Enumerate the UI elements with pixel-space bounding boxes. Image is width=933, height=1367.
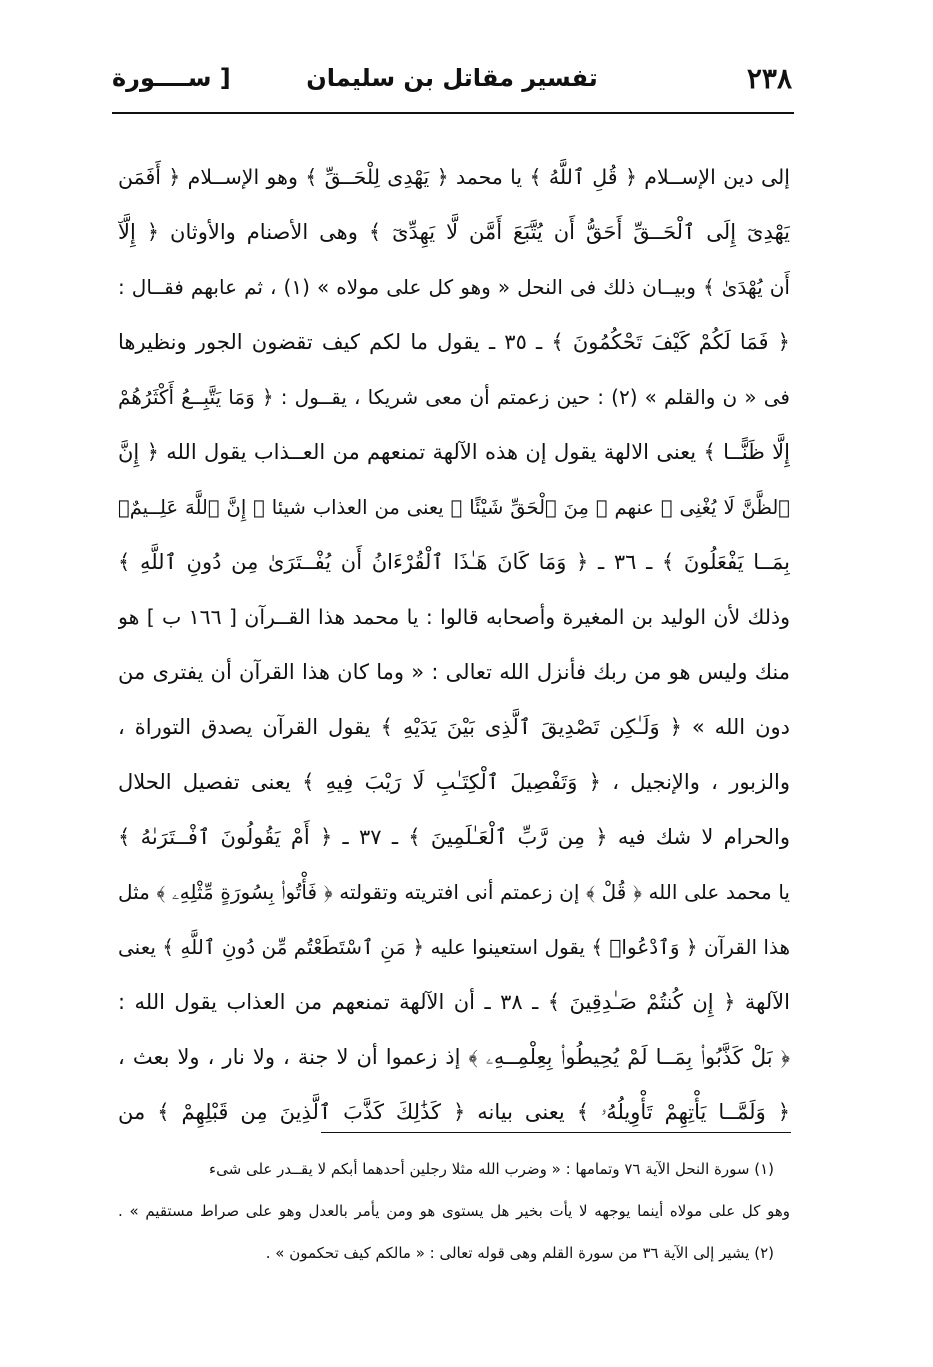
text-line: ٱلظَّنَّ لَا يُغْنِى ﴾ عنهم ﴿ مِنَ ٱلْحَقِّ شَيْئًا ﴾ يعنى من العذاب شيئا ﴿ إِنَّ ٱللَّهَ عَلِــيمٌۢ: [118, 496, 790, 519]
page-header: [112, 62, 792, 108]
text-line: منك وليس هو من ربك فأنزل الله تعالى : « وما كان هذا القرآن أن يفترى من: [118, 660, 790, 684]
text-line: ﴿ بَلْ كَذَّبُوا۟ بِمَــا لَمْ يُحِيطُوا۟ بِعِلْمِــهِۦ ﴾ إذ زعموا أن لا جنة ، ولا نار ، ولا بعث ،: [118, 1045, 790, 1069]
text-line: هذا القرآن ﴿ وَٱدْعُوا۟ ﴾ يقول استعينوا عليه ﴿ مَنِ ٱسْتَطَعْتُم مِّن دُونِ ٱللَّهِ ﴾ يعنى: [118, 935, 790, 959]
text-line: والحرام لا شك فيه ﴿ مِن رَّبِّ ٱلْعَـٰلَمِينَ ﴾ ـ ٣٧ ـ ﴿ أَمْ يَقُولُونَ ٱفْــتَرَىٰهُ ﴾: [118, 825, 790, 849]
text-line: بِمَــا يَفْعَلُونَ ﴾ ـ ٣٦ ـ ﴿ وَمَا كَانَ هَـٰذَا ٱلْقُرْءَانُ أَن يُفْــتَرَىٰ مِن دُونِ ٱللَّهِ ﴾: [118, 550, 790, 574]
text-line: الآلهة ﴿ إِن كُنتُمْ صَـٰدِقِينَ ﴾ ـ ٣٨ ـ أن الآلهة تمنعهم من العذاب يقول الله :: [118, 990, 790, 1014]
footnote-line: (١) سورة النحل الآية ٧٦ وتمامها : « وضرب الله مثلا رجلين أحدهما أبكم لا يقــدر على شىء: [209, 1160, 774, 1178]
page-number: ٢٣٨: [746, 62, 792, 95]
text-line: ﴿ فَمَا لَكُمْ كَيْفَ تَحْكُمُونَ ﴾ ـ ٣٥ ـ يقول ما لكم كيف تقضون الجور ونظيرها: [118, 330, 790, 354]
text-line: يا محمد على الله ﴿ قُلْ ﴾ إن زعمتم أنى افتريته وتقولته ﴿ فَأْتُوا۟ بِسُورَةٍ مِّثْلِهِۦ ﴾ مثل: [118, 880, 790, 904]
running-title: تفسير مقاتل بن سليمان: [306, 64, 598, 92]
footnote-rule: [321, 1132, 791, 1133]
text-line: ﴿ وَلَمَّــا يَأْتِهِمْ تَأْوِيلُهُۥ ﴾ يعنى بيانه ﴿ كَذَٰلِكَ كَذَّبَ ٱلَّذِينَ مِن قَبْلِهِمْ ﴾ من: [118, 1100, 790, 1124]
section-title: [ ســــورة: [112, 64, 231, 92]
text-line: فى « ن والقلم » (٢) : حين زعمتم أن معى شريكا ، يقــول : ﴿ وَمَا يَتَّبِــعُ أَكْثَرُهُمْ: [118, 385, 790, 409]
header-rule: [112, 112, 794, 114]
footnote-line: وهو كل على مولاه أينما يوجهه لا يأت بخير هل يستوى هو ومن يأمر بالعدل وهو على صراط مستقيم » .: [118, 1202, 790, 1220]
footnotes: [118, 1148, 790, 1274]
footnote-line: (٢) يشير إلى الآية ٣٦ من سورة القلم وهى قوله تعالى : « مالكم كيف تحكمون » .: [265, 1244, 774, 1262]
text-line: دون الله » ﴿ وَلَـٰكِن تَصْدِيقَ ٱلَّذِى بَيْنَ يَدَيْهِ ﴾ يقول القرآن يصدق التوراة ،: [118, 715, 790, 739]
text-line: إِلَّا ظَنًّــا ﴾ يعنى الالهة يقول إن هذه الآلهة تمنعهم من العــذاب يقول الله ﴿ إِنَّ: [118, 440, 790, 464]
text-line: وذلك لأن الوليد بن المغيرة وأصحابه قالوا : يا محمد هذا القــرآن [ ١٦٦ ب ] هو: [118, 605, 790, 629]
text-line: إلى دين الإســلام ﴿ قُلِ ٱللَّهُ ﴾ يا محمد ﴿ يَهْدِى لِلْحَــقِّ ﴾ وهو الإســلام ﴿ أَفَمَن: [118, 165, 790, 189]
text-line: أَن يُهْدَىٰ ﴾ وبيــان ذلك فى النحل « وهو كل على مولاه » (١) ، ثم عابهم فقــال :: [118, 275, 790, 299]
body-text: [118, 150, 790, 1140]
text-line: والزبور ، والإنجيل ، ﴿ وَتَفْصِيلَ ٱلْكِتَـٰبِ لَا رَيْبَ فِيهِ ﴾ يعنى تفصيل الحلال: [118, 770, 790, 794]
text-line: يَهْدِىٓ إِلَى ٱلْحَــقِّ أَحَقُّ أَن يُتَّبَعَ أَمَّن لَّا يَهِدِّىٓ ﴾ وهى الأصنام والأوثان ﴿ إِلَّآ: [118, 220, 790, 244]
